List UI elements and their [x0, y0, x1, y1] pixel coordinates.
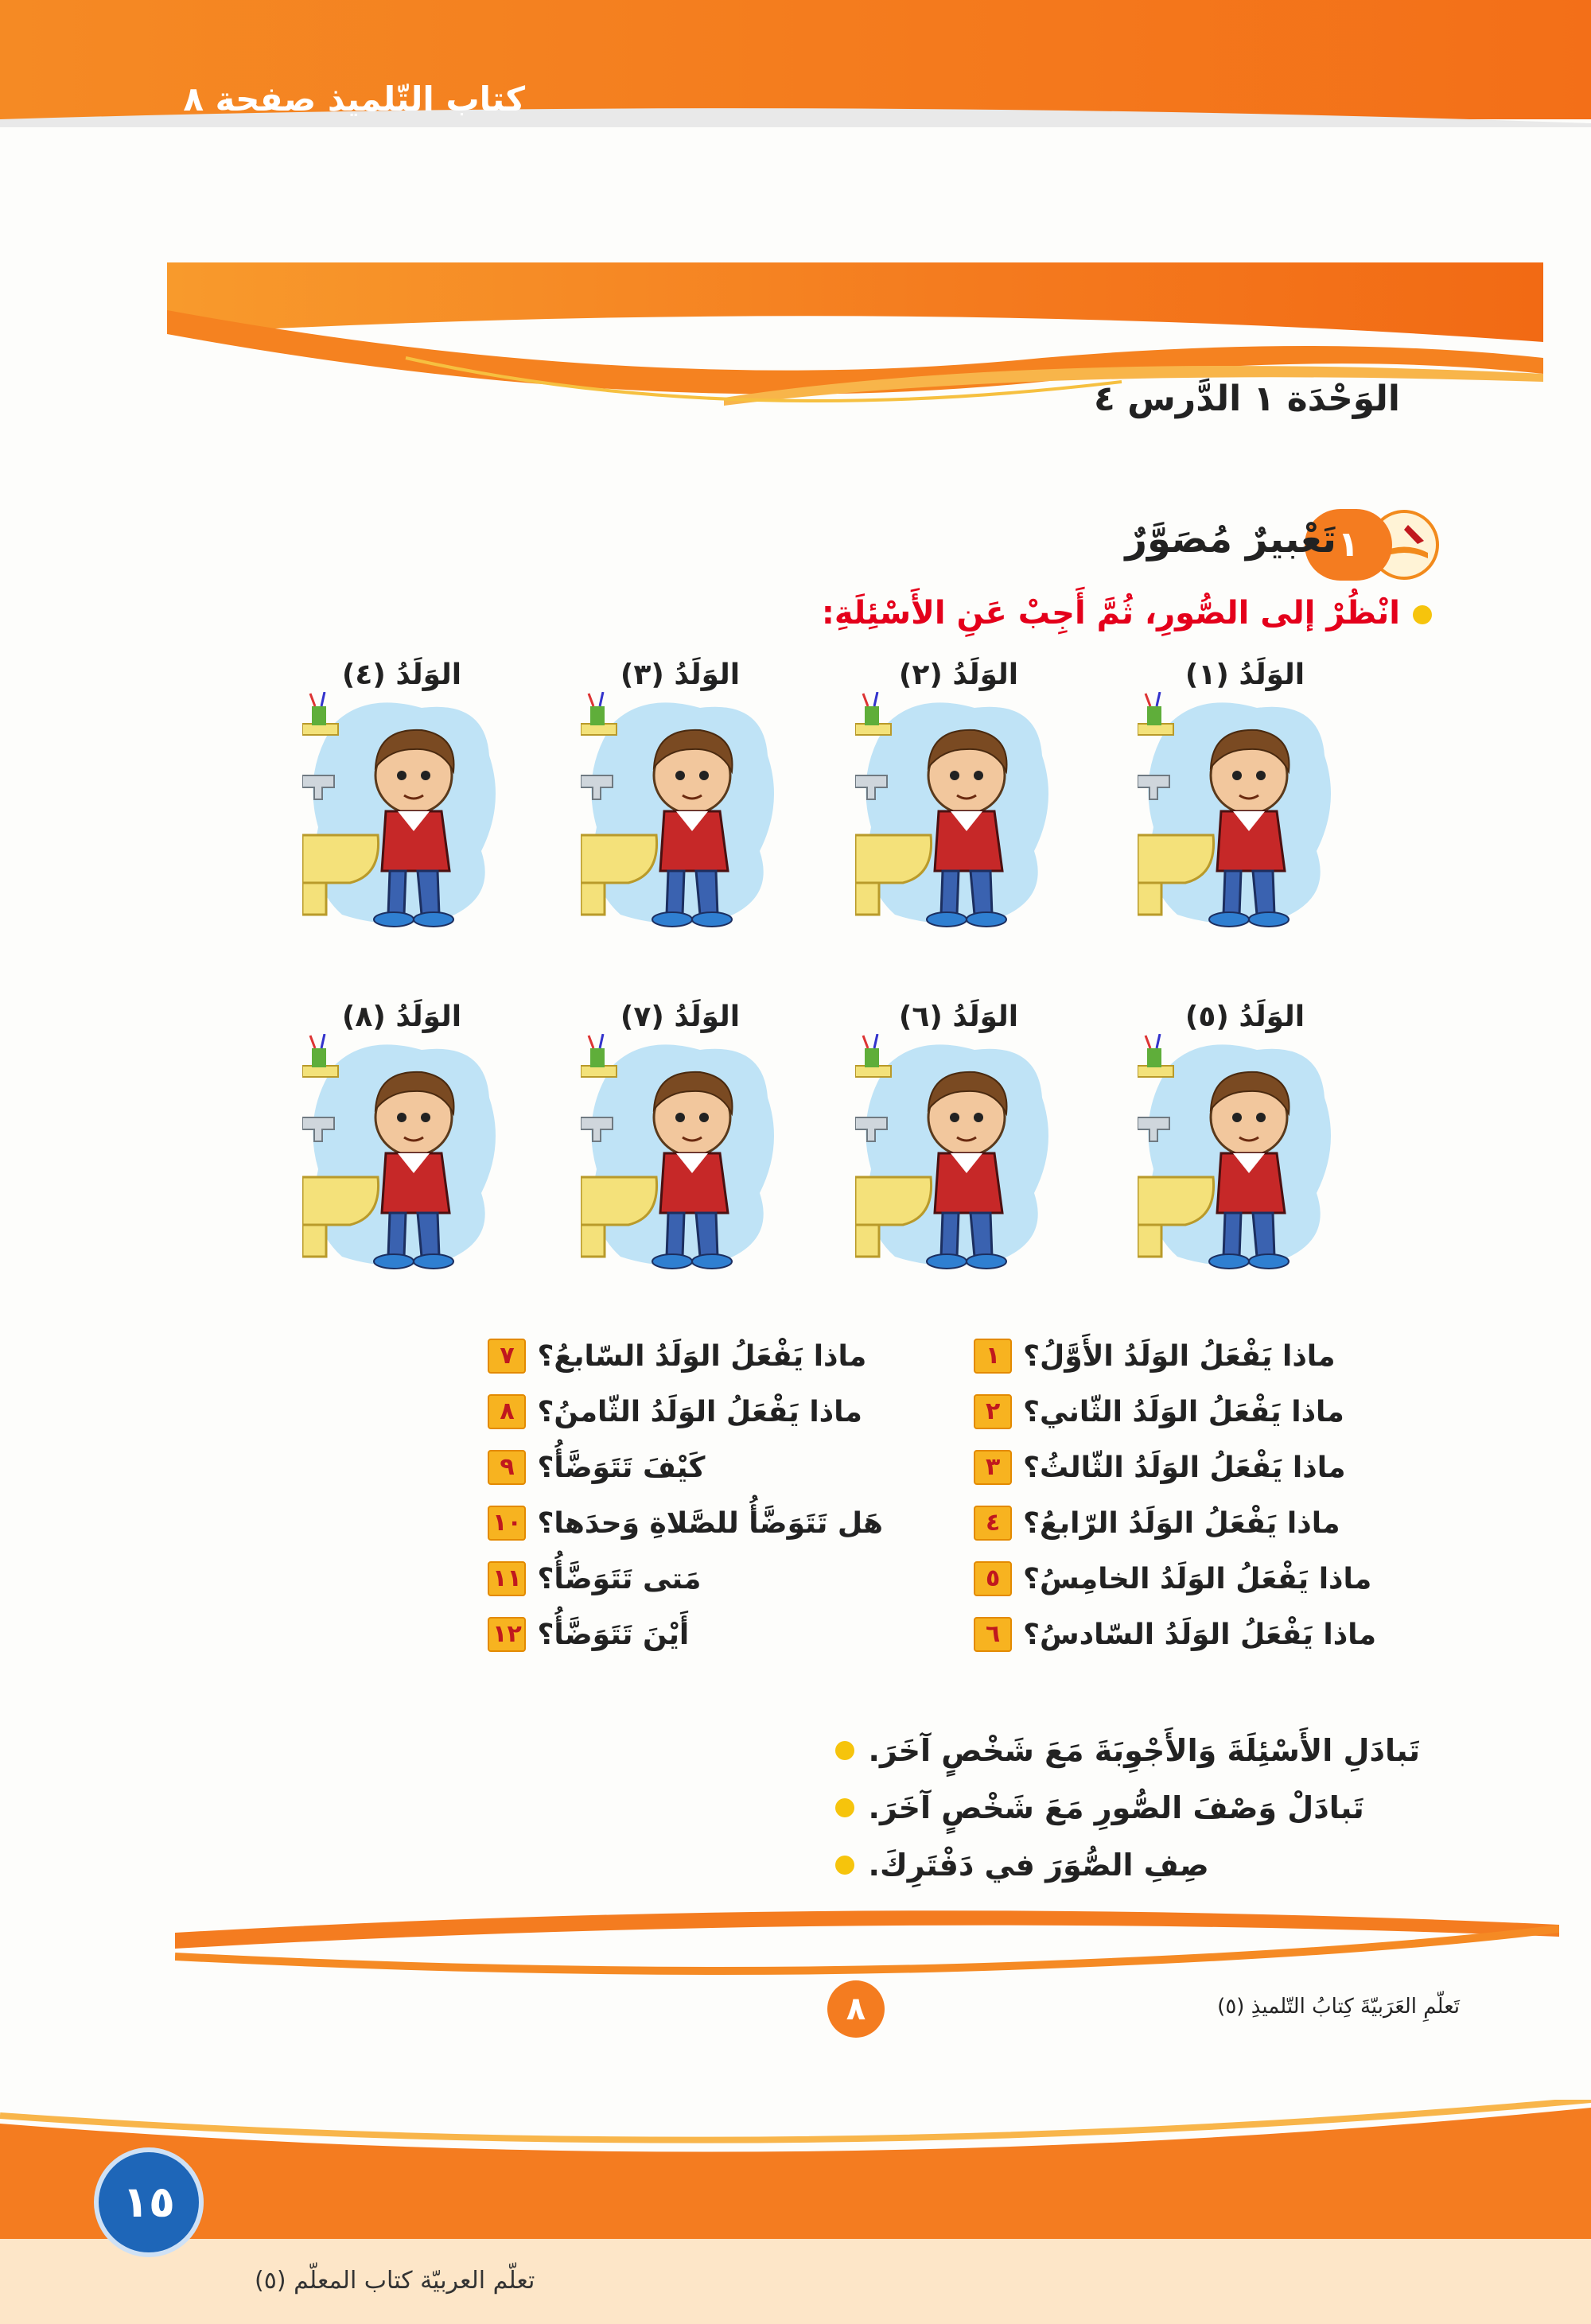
- picture-label: الوَلَدُ (٢): [898, 659, 1019, 691]
- question-item: [974, 1607, 1376, 1662]
- picture-label: الوَلَدُ (٥): [1184, 1001, 1305, 1033]
- question-number: ٦: [974, 1617, 1012, 1652]
- lesson-banner: [167, 262, 1543, 453]
- teacher-credit: تعلّم العربيّة كتاب المعلّم (٥): [255, 2267, 535, 2295]
- question-number: ٥: [974, 1561, 1012, 1596]
- picture-label: الوَلَدُ (٦): [898, 1001, 1019, 1033]
- question-number: ٧: [488, 1339, 526, 1374]
- question-item: [974, 1328, 1376, 1384]
- boy-washing-illustration: [302, 692, 509, 931]
- question-item: [488, 1495, 883, 1551]
- bullet-icon: [835, 1798, 854, 1817]
- question-number: ٨: [488, 1394, 526, 1429]
- picture-label: الوَلَدُ (١): [1184, 659, 1305, 691]
- question-number: ١: [974, 1339, 1012, 1374]
- question-number: ٢: [974, 1394, 1012, 1429]
- page-number: ٨: [827, 1980, 885, 2038]
- activity-text: تَبادَلْ وَصْفَ الصُّورِ مَعَ شَخْصٍ آخَرَ.: [868, 1790, 1364, 1825]
- activity-text: تَبادَلِ الأَسْئِلَةَ وَالأَجْوِبَةَ مَعَ شَخْصٍ آخَرَ.: [868, 1733, 1420, 1768]
- question-number: ١٢: [488, 1617, 526, 1652]
- question-item: [488, 1607, 883, 1662]
- header-title: كتاب التّلميذ صفحة ٨: [183, 80, 525, 119]
- question-text: ماذا يَفْعَلُ الوَلَدُ الأَوَّلُ؟: [1023, 1339, 1336, 1373]
- question-text: كَيْفَ تَتَوَضَّأُ؟: [537, 1451, 706, 1484]
- bullet-icon: [835, 1856, 854, 1875]
- question-text: ماذا يَفْعَلُ الوَلَدُ الثّاني؟: [1023, 1395, 1344, 1428]
- question-text: هَل تَتَوَضَّأُ للصَّلاةِ وَحدَها؟: [537, 1506, 883, 1540]
- question-text: ماذا يَفْعَلُ الوَلَدُ السّابعُ؟: [537, 1339, 867, 1373]
- bullet-icon: [1413, 605, 1432, 624]
- picture-label: الوَلَدُ (٧): [620, 1001, 741, 1033]
- question-item: [488, 1551, 883, 1607]
- picture-label: الوَلَدُ (٨): [341, 1001, 462, 1033]
- activity-text: صِفِ الصُّوَرَ في دَفْتَرِكَ.: [868, 1848, 1209, 1883]
- teacher-page-number: ١٥: [94, 2147, 204, 2257]
- boy-washing-illustration: [855, 692, 1062, 931]
- boy-washing-illustration: [581, 1034, 788, 1273]
- question-text: ماذا يَفْعَلُ الوَلَدُ الثّامنُ؟: [537, 1395, 862, 1428]
- question-text: أَيْنَ تَتَوَضَّأُ؟: [537, 1618, 690, 1651]
- question-number: ٩: [488, 1450, 526, 1485]
- boy-washing-illustration: [855, 1034, 1062, 1273]
- question-item: [488, 1384, 883, 1440]
- question-text: مَتى تَتَوَضَّأُ؟: [537, 1562, 702, 1595]
- picture-label: الوَلَدُ (٤): [341, 659, 462, 691]
- question-number: ١١: [488, 1561, 526, 1596]
- boy-washing-illustration: [302, 1034, 509, 1273]
- questions-left: [488, 1328, 883, 1662]
- activity-item: [835, 1836, 1420, 1894]
- question-item: [974, 1551, 1376, 1607]
- question-number: ١٠: [488, 1506, 526, 1541]
- activities-list: [835, 1722, 1420, 1894]
- question-text: ماذا يَفْعَلُ الوَلَدُ الرّابعُ؟: [1023, 1506, 1340, 1540]
- question-text: ماذا يَفْعَلُ الوَلَدُ الخامِسُ؟: [1023, 1562, 1372, 1595]
- boy-washing-illustration: [1138, 692, 1344, 931]
- activity-item: [835, 1779, 1420, 1836]
- lesson-title: الوَحْدَة ١ الدَّرس ٤: [1093, 379, 1400, 419]
- picture-label: الوَلَدُ (٣): [620, 659, 741, 691]
- boy-washing-illustration: [1138, 1034, 1344, 1273]
- bottom-band: [0, 2100, 1591, 2324]
- instruction: انْظُرْ إلى الصُّورِ، ثُمَّ أَجِبْ عَنِ الأَسْئِلَةِ:: [822, 595, 1432, 632]
- activity-item: [835, 1722, 1420, 1779]
- question-item: [974, 1440, 1376, 1495]
- question-number: ٤: [974, 1506, 1012, 1541]
- section-number: ١: [1337, 524, 1360, 565]
- question-item: [974, 1495, 1376, 1551]
- question-item: [488, 1328, 883, 1384]
- section-title: تَعْبيرٌ مُصَوَّرٌ: [1125, 517, 1336, 562]
- bullet-icon: [835, 1741, 854, 1760]
- boy-washing-illustration: [581, 692, 788, 931]
- question-number: ٣: [974, 1450, 1012, 1485]
- question-text: ماذا يَفْعَلُ الوَلَدُ السّادسُ؟: [1023, 1618, 1376, 1651]
- question-item: [488, 1440, 883, 1495]
- book-credit: تَعلّمِ العَرَبيّةَ كِتابُ التّلميذِ (٥): [1217, 1995, 1460, 2019]
- question-text: ماذا يَفْعَلُ الوَلَدُ الثّالثُ؟: [1023, 1451, 1346, 1484]
- questions-right: [974, 1328, 1376, 1662]
- question-item: [974, 1384, 1376, 1440]
